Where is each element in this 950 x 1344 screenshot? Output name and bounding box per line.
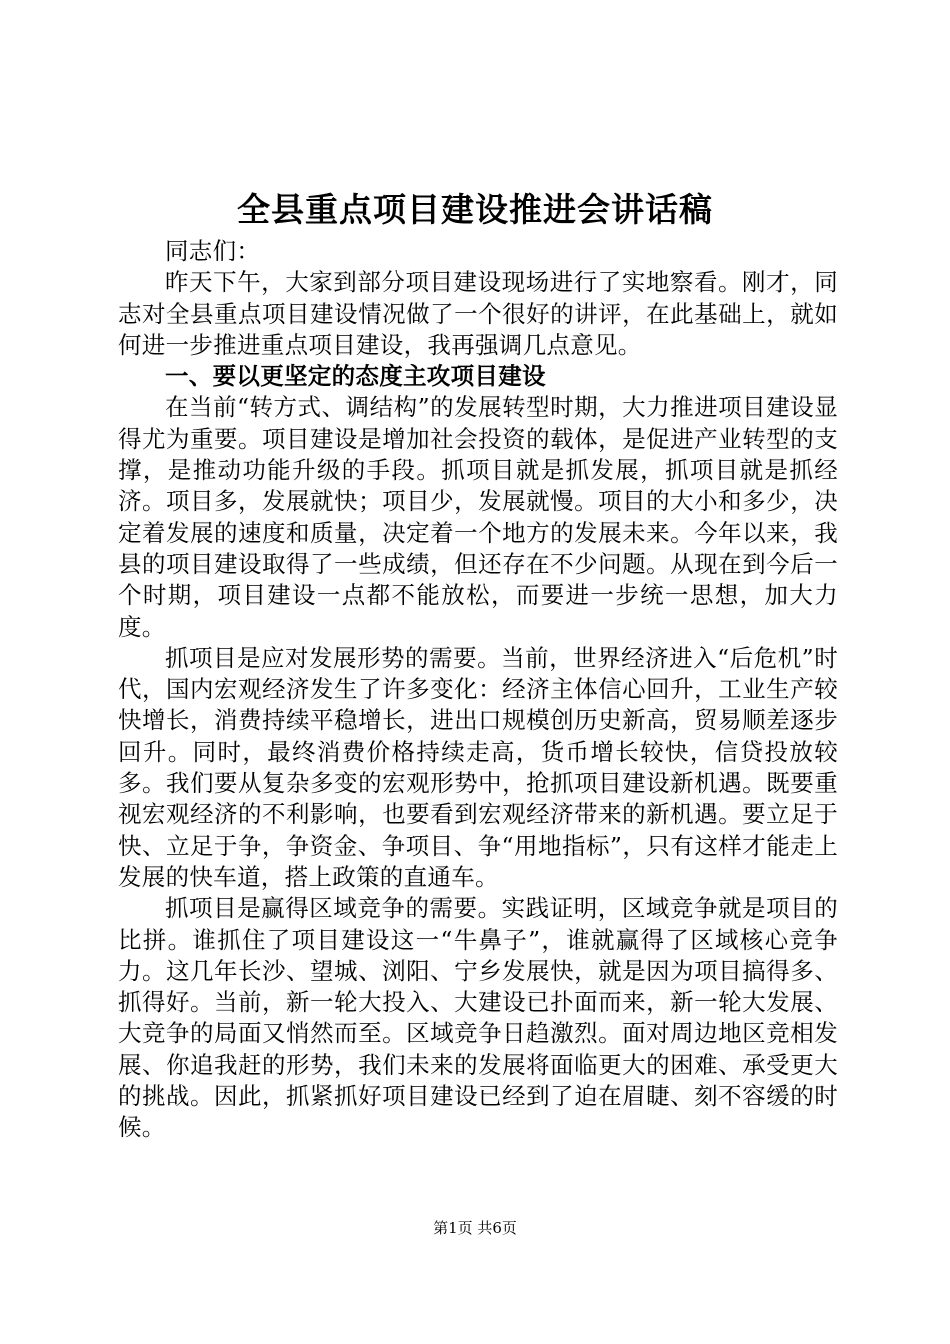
body-paragraph: 在当前“转方式、调结构”的发展转型时期，大力推进项目建设显得尤为重要。项目建设是增加社会投资的载体，是促进产业转型的支撑，是推动功能升级的手段。抓项目就是抓发展，抓项目就是抓经济。项目多，发展就快；项目少，发展就慢。项目的大小和多少，决定着发展的速度和质量，决定着一个地方的发展未来。今年以来，我县的项目建设取得了一些成绩，但还存在不少问题。从现在到今后一个时期，项目建设一点都不能放松，而要进一步统一思想，加大力度。: [118, 393, 838, 641]
intro-paragraph: 昨天下午，大家到部分项目建设现场进行了实地察看。刚才，同志对全县重点项目建设情况做了一个很好的讲评，在此基础上，就如何进一步推进重点项目建设，我再强调几点意见。: [118, 268, 838, 359]
page-number-footer: 第1页 共6页: [433, 1219, 517, 1237]
body-paragraph: 抓项目是赢得区域竞争的需要。实践证明，区域竞争就是项目的比拼。谁抓住了项目建设这一“牛鼻子”，谁就赢得了区域核心竞争力。这几年长沙、望城、浏阳、宁乡发展快，就是因为项目搞得多、抓得好。当前，新一轮大投入、大建设已扑面而来，新一轮大发展、大竞争的局面又悄然而至。区域竞争日趋激烈。面对周边地区竞相发展、你追我赶的形势，我们未来的发展将面临更大的困难、承受更大的挑战。因此，抓紧抓好项目建设已经到了迫在眉睫、刻不容缓的时候。: [118, 894, 838, 1142]
document-body: [118, 236, 838, 1144]
section-heading: 一、要以更坚定的态度主攻项目建设: [165, 362, 546, 391]
body-paragraph: 抓项目是应对发展形势的需要。当前，世界经济进入“后危机”时代，国内宏观经济发生了许多变化：经济主体信心回升，工业生产较快增长，消费持续平稳增长，进出口规模创历史新高，贸易顺差逐步回升。同时，最终消费价格持续走高，货币增长较快，信贷投放较多。我们要从复杂多变的宏观形势中，抢抓项目建设新机遇。既要重视宏观经济的不利影响，也要看到宏观经济带来的新机遇。要立足于快、立足于争，争资金、争项目、争“用地指标”，只有这样才能走上发展的快车道，搭上政策的直通车。: [118, 643, 838, 891]
salutation-paragraph: 同志们：: [165, 237, 261, 265]
document-title: 全县重点项目建设推进会讲话稿: [237, 190, 713, 229]
